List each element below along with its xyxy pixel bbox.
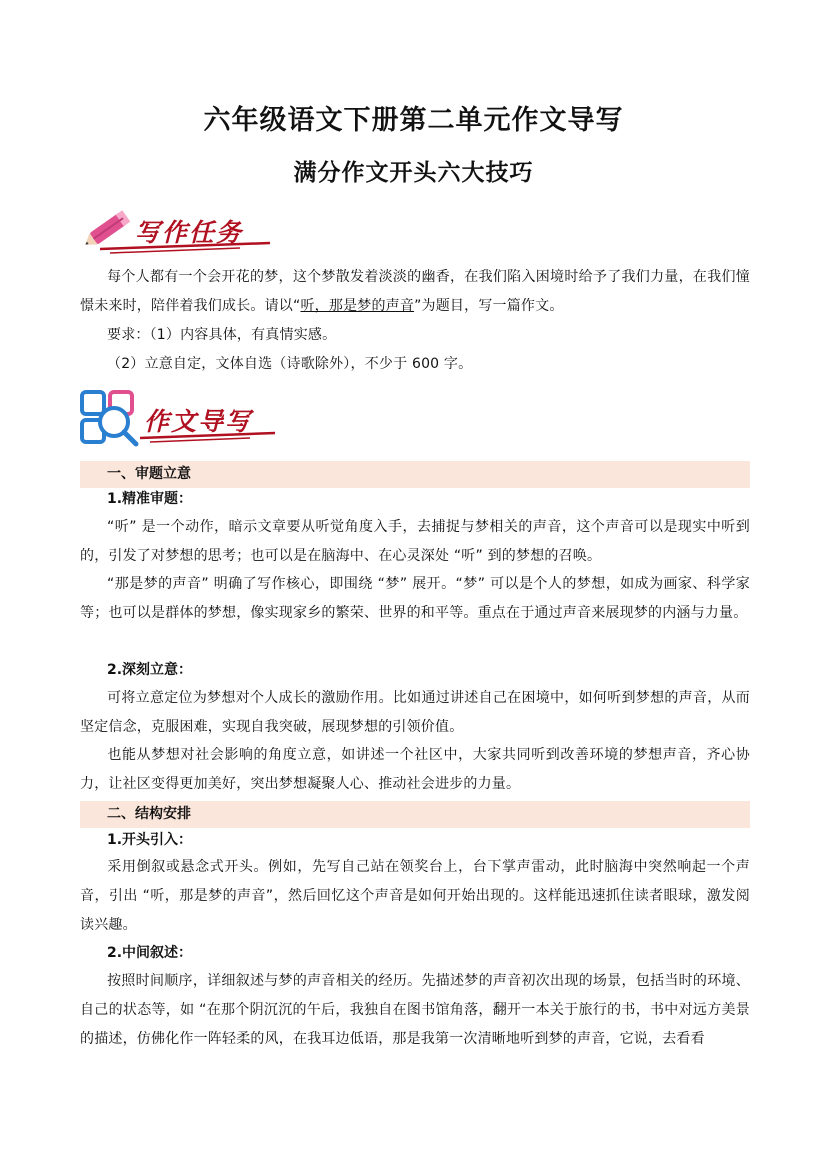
section-2-subheading-2: 2.中间叙述： bbox=[107, 945, 193, 961]
section-1-heading: 一、审题立意 bbox=[107, 466, 191, 482]
section-1-paragraph-1: “听” 是一个动作，暗示文章要从听觉角度入手，去捕捉与梦相关的声音，这个声音可以是现实中听到的，引发了对梦想的思考；也可以是在脑海中、在心灵深处 “听” 到的梦想的召唤。 bbox=[80, 519, 750, 564]
task-text-a: 每个人都有一个会开花的梦，这个梦散发着淡淡的幽香，在我们陷入困境时给予了我们力量，在我们憧憬未来时，陪伴着我们成长。请以“ bbox=[80, 269, 750, 314]
section-2-heading-bar bbox=[80, 801, 750, 828]
section-1-paragraph-2: “那是梦的声音” 明确了写作核心，即围绕 “梦” 展开。“梦” 可以是个人的梦想，如成为画家、科学家等；也可以是群体的梦想，像实现家乡的繁荣、世界的和平等。重点在于通过声音来展现梦的内涵与力量。 bbox=[80, 576, 750, 621]
section-1-paragraph-4: 也能从梦想对社会影响的角度立意，如讲述一个社区中，大家共同听到改善环境的梦想声音，齐心协力，让社区变得更加美好，突出梦想凝聚人心、推动社会进步的力量。 bbox=[80, 747, 750, 792]
page-title: 六年级语文下册第二单元作文导写 bbox=[203, 105, 624, 136]
section-2-subheading-1: 1.开头引入： bbox=[107, 832, 193, 848]
section-2-paragraph-2: 按照时间顺序，详细叙述与梦的声音相关的经历。先描述梦的声音初次出现的场景，包括当时的环境、自己的状态等，如 “在那个阴沉沉的午后，我独自在图书馆角落，翻开一本关于旅行的书，书中对远方美景的描述，仿佛化作一阵轻柔的风，在我耳边低语，那是我第一次清晰地听到梦的声音，它说，去看看 bbox=[80, 973, 750, 1047]
task-requirement-1: 要求：（1）内容具体，有真情实感。 bbox=[107, 327, 337, 343]
task-text-b: ”为题目，写一篇作文。 bbox=[414, 298, 564, 314]
section-2-paragraph-1: 采用倒叙或悬念式开头。例如，先写自己站在领奖台上，台下掌声雷动，此时脑海中突然响起一个声音，引出 “听，那是梦的声音”，然后回忆这个声音是如何开始出现的。这样能迅速抓住读者眼球，激发阅读兴趣。 bbox=[80, 859, 750, 933]
guide-banner-label: 作文导写 bbox=[144, 407, 253, 436]
section-1-subheading-2: 2.深刻立意： bbox=[107, 662, 193, 678]
section-2-heading: 二、结构安排 bbox=[107, 806, 191, 822]
task-requirement-2: （2）立意自定，文体自选（诗歌除外），不少于 600 字。 bbox=[107, 356, 473, 372]
guide-banner bbox=[80, 388, 280, 448]
task-topic: 听，那是梦的声音 bbox=[300, 298, 415, 314]
section-1-subheading-1: 1.精准审题： bbox=[107, 491, 193, 507]
task-paragraph bbox=[80, 263, 750, 321]
section-1-paragraph-3: 可将立意定位为梦想对个人成长的激励作用。比如通过讲述自己在困境中，如何听到梦想的声音，从而坚定信念，克服困难，实现自我突破，展现梦想的引领价值。 bbox=[80, 690, 750, 735]
section-1-heading-bar bbox=[80, 461, 750, 488]
page-subtitle: 满分作文开头六大技巧 bbox=[293, 159, 534, 186]
task-banner bbox=[80, 203, 280, 259]
task-banner-label: 写作任务 bbox=[135, 218, 244, 247]
